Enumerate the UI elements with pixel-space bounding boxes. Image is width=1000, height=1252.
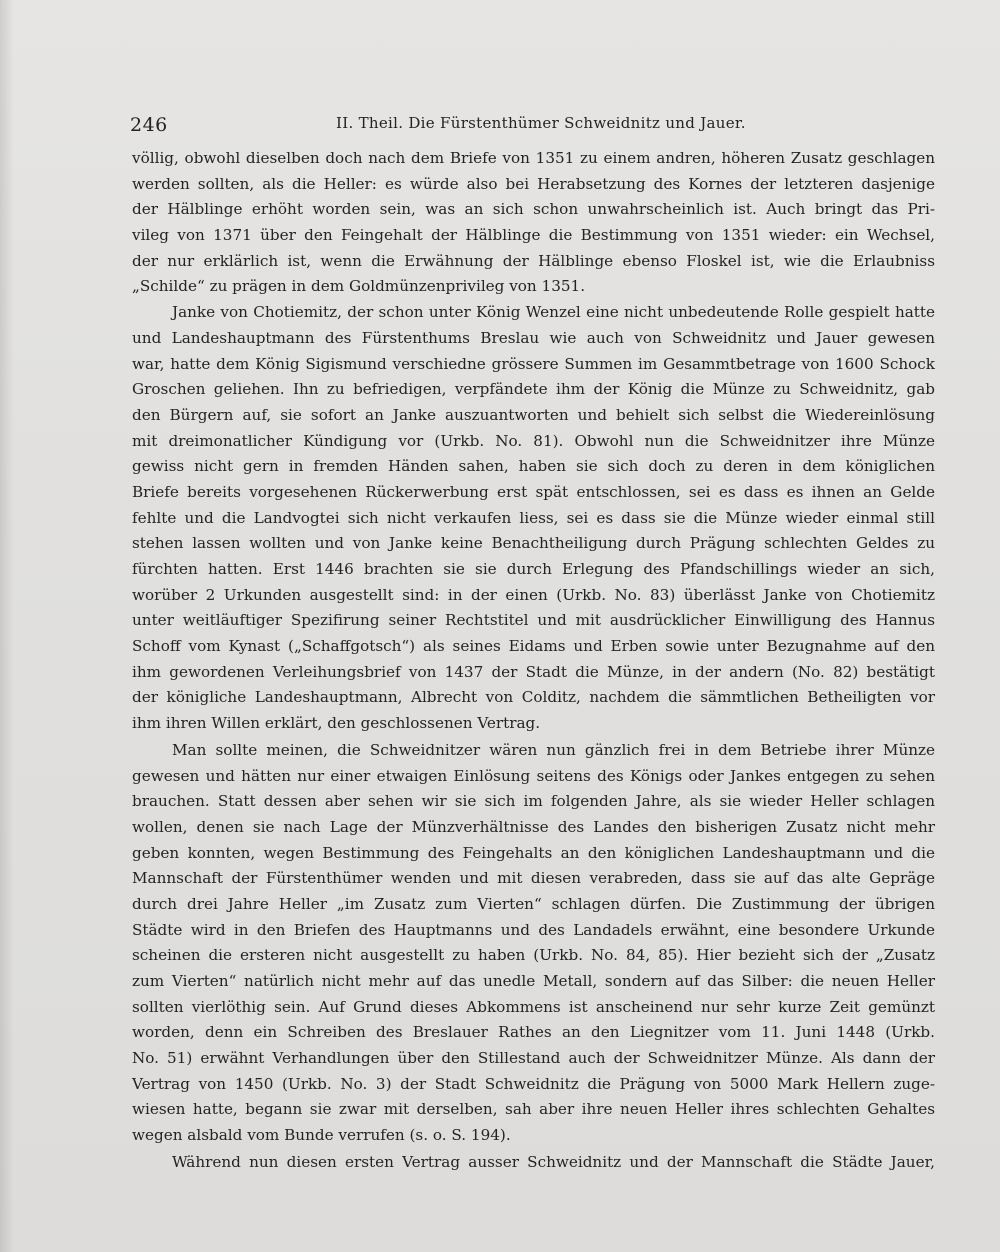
text-line: werden sollten, als die Heller: es würde also bei Herabsetzung des Kornes der letzteren dasjenige — [132, 174, 935, 193]
text-line: stehen lassen wollten und von Janke keine Benachtheiligung durch Prägung schlechten Geldes zu — [132, 534, 935, 553]
text-line: den Bürgern auf, sie sofort an Janke auszuantworten und behielt sich selbst die Wiedereinlösung — [132, 405, 935, 424]
page-header — [130, 112, 950, 142]
paragraph — [132, 1150, 935, 1176]
text-line: Während nun diesen ersten Vertrag ausser Schweidnitz und der Mannschaft die Städte Jauer, — [172, 1152, 935, 1171]
text-line: ihm gewordenen Verleihungsbrief von 1437 der Stadt die Münze, in der andern (No. 82) bestätigt — [132, 662, 935, 681]
text-line: sollten vierlöthig sein. Auf Grund dieses Abkommens ist anscheinend nur sehr kurze Zeit gemünzt — [132, 997, 935, 1016]
scan-edge-shadow — [0, 0, 14, 1252]
text-line: „Schilde“ zu prägen in dem Goldmünzenprivileg von 1351. — [132, 277, 586, 296]
text-line: No. 51) erwähnt Verhandlungen über den Stillestand auch der Schweidnitzer Münze. Als dann der — [132, 1049, 935, 1068]
text-line: der königliche Landeshauptmann, Albrecht von Colditz, nachdem die sämmtlichen Betheiligten vor — [132, 688, 935, 707]
text-line: Man sollte meinen, die Schweidnitzer wären nun gänzlich frei in dem Betriebe ihrer Münze — [172, 740, 935, 759]
text-line: Vertrag von 1450 (Urkb. No. 3) der Stadt Schweidnitz die Prägung von 5000 Mark Hellern zuge- — [132, 1074, 935, 1093]
text-line: Briefe bereits vorgesehenen Rückerwerbung erst spät entschlossen, sei es dass es ihnen an Gelde — [132, 482, 935, 501]
text-line: völlig, obwohl dieselben doch nach dem Briefe von 1351 zu einem andren, höheren Zusatz geschlagen — [132, 149, 935, 167]
text-line: vileg von 1371 über den Feingehalt der Hälblinge die Bestimmung von 1351 wieder: ein Wechsel, — [132, 226, 935, 245]
text-line: war, hatte dem König Sigismund verschiedne grössere Summen im Gesammtbetrage von 1600 Schock — [132, 354, 935, 373]
text-line: worden, denn ein Schreiben des Breslauer Rathes an den Liegnitzer vom 11. Juni 1448 (Urkb. — [132, 1023, 935, 1042]
text-line: Städte wird in den Briefen des Hauptmanns und des Landadels erwähnt, eine besondere Urkunde — [132, 920, 935, 939]
text-line: durch drei Jahre Heller „im Zusatz zum Vierten“ schlagen dürfen. Die Zustimmung der übrigen — [132, 894, 935, 913]
text-line: ihm ihren Willen erklärt, den geschlossenen Vertrag. — [132, 714, 541, 733]
text-line: Janke von Chotiemitz, der schon unter König Wenzel eine nicht unbedeutende Rolle gespielt hatte — [172, 303, 935, 322]
running-head: II. Theil. Die Fürstenthümer Schweidnitz und Jauer. — [336, 114, 746, 132]
text-line: gewiss nicht gern in fremden Händen sahen, haben sie sich doch zu deren in dem königlichen — [132, 457, 935, 476]
text-line: fehlte und die Landvogtei sich nicht verkaufen liess, sei es dass sie die Münze wieder einmal still — [132, 508, 935, 527]
body-text — [132, 146, 935, 1176]
text-line: und Landeshauptmann des Fürstenthums Breslau wie auch von Schweidnitz und Jauer gewesen — [132, 328, 935, 347]
text-line: mit dreimonatlicher Kündigung vor (Urkb. No. 81). Obwohl nun die Schweidnitzer ihre Münze — [132, 431, 935, 450]
text-line: wollen, denen sie nach Lage der Münzverhältnisse des Landes den bisherigen Zusatz nicht mehr — [132, 817, 935, 836]
text-line: gewesen und hätten nur einer etwaigen Einlösung seitens des Königs oder Jankes entgegen zu sehen — [132, 766, 935, 785]
paragraph — [132, 146, 935, 300]
text-line: der Hälblinge erhöht worden sein, was an sich schon unwahrscheinlich ist. Auch bringt das Pri- — [132, 200, 935, 219]
text-line: scheinen die ersteren nicht ausgestellt zu haben (Urkb. No. 84, 85). Hier bezieht sich der „Zusatz — [132, 946, 935, 965]
text-line: Schoff vom Kynast („Schaffgotsch“) als seines Eidams und Erben sowie unter Bezugnahme auf den — [132, 637, 935, 656]
text-line: wegen alsbald vom Bunde verrufen (s. o. S. 194). — [132, 1126, 511, 1145]
text-line: unter weitläuftiger Spezifirung seiner Rechtstitel und mit ausdrücklicher Einwilligung des Hannus — [132, 611, 935, 630]
text-line: zum Vierten“ natürlich nicht mehr auf das unedle Metall, sondern auf das Silber: die neuen Heller — [132, 972, 935, 990]
text-line: brauchen. Statt dessen aber sehen wir sie sich im folgenden Jahre, als sie wieder Heller schlagen — [132, 792, 935, 811]
text-line: wiesen hatte, begann sie zwar mit derselben, sah aber ihre neuen Heller ihres schlechten Gehaltes — [132, 1100, 935, 1119]
text-line: worüber 2 Urkunden ausgestellt sind: in der einen (Urkb. No. 83) überlässt Janke von Chotiemitz — [132, 585, 935, 604]
page-number: 246 — [130, 114, 168, 136]
text-line: Groschen geliehen. Ihn zu befriedigen, verpfändete ihm der König die Münze zu Schweidnitz, gab — [132, 380, 935, 399]
paragraph — [132, 300, 935, 737]
text-line: der nur erklärlich ist, wenn die Erwähnung der Hälblinge ebenso Floskel ist, wie die Erlaubniss — [132, 251, 935, 270]
text-line: Mannschaft der Fürstenthümer wenden und mit diesen verabreden, dass sie auf das alte Gepräge — [132, 869, 935, 888]
text-line: fürchten hatten. Erst 1446 brachten sie sie durch Erlegung des Pfandschillings wieder an sich, — [132, 560, 935, 578]
paragraph — [132, 738, 935, 1149]
text-line: geben konnten, wegen Bestimmung des Feingehalts an den königlichen Landeshauptmann und die — [132, 843, 935, 862]
